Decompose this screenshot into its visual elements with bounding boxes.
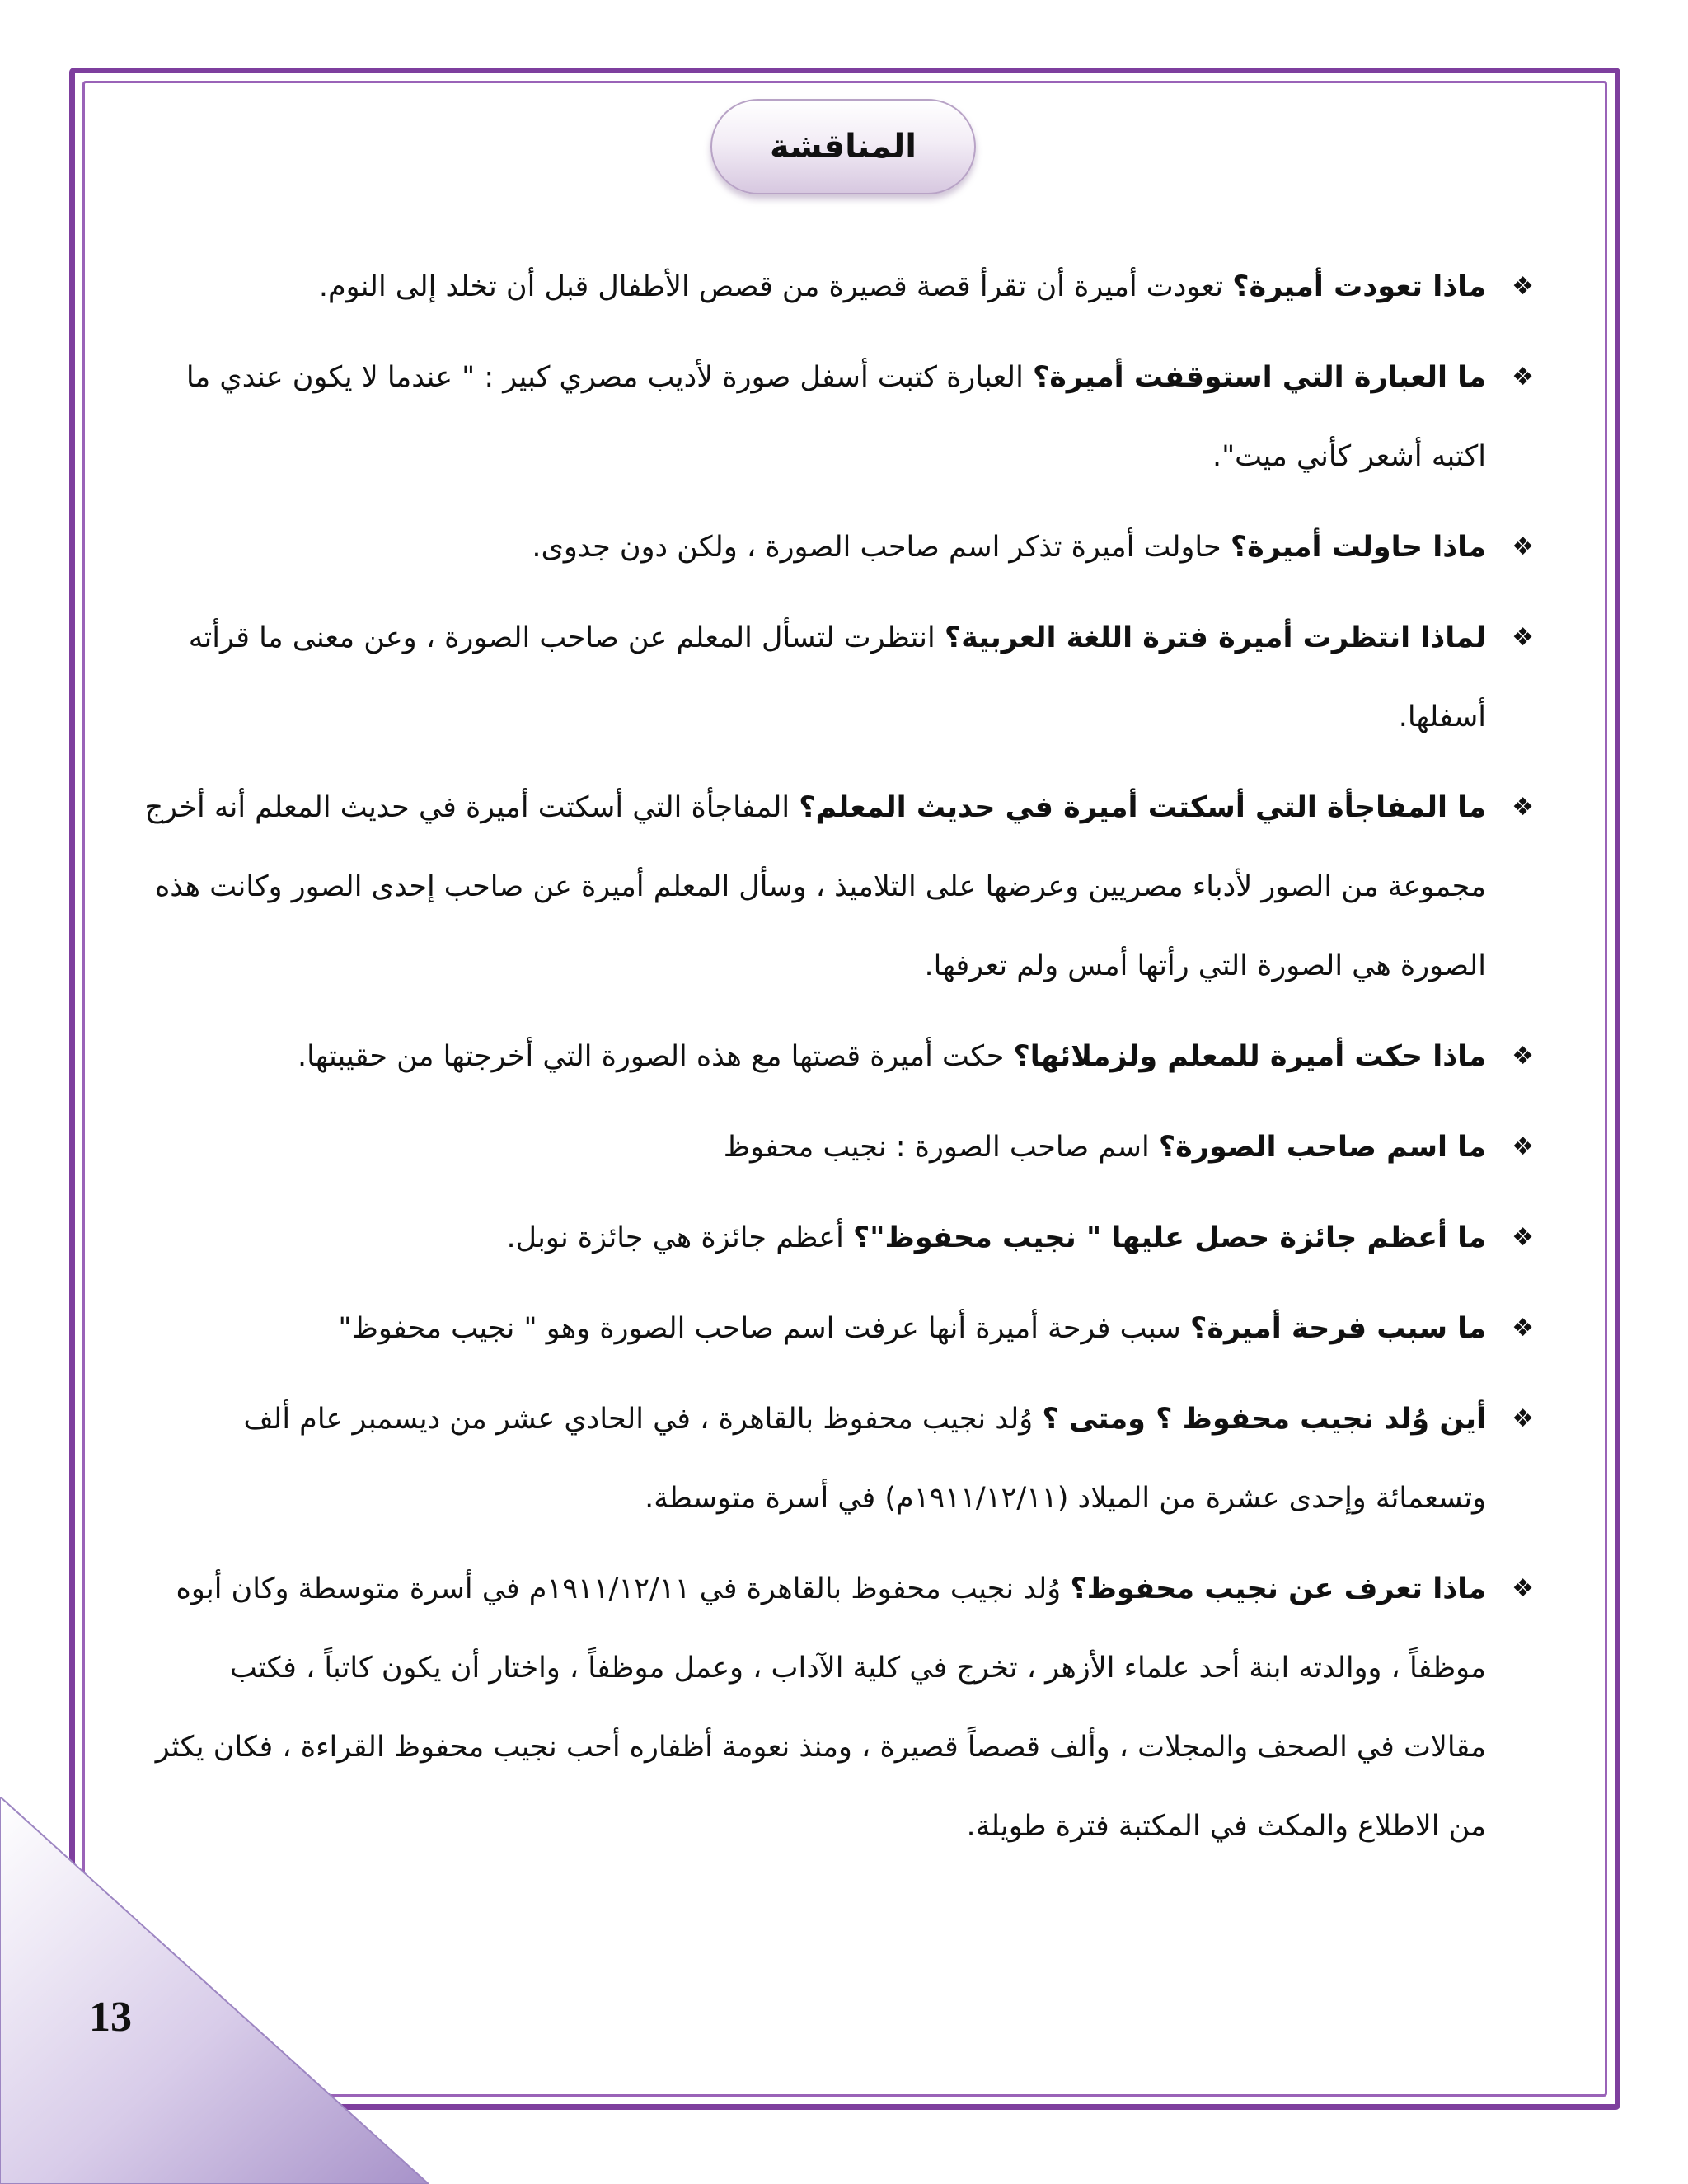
question-text: ما اسم صاحب الصورة؟ xyxy=(1158,1131,1486,1164)
answer-text: حكت أميرة قصتها مع هذه الصورة التي أخرجتها من حقيبتها. xyxy=(298,1040,1005,1073)
four-diamond-bullet-icon: ❖ xyxy=(1512,1404,1534,1433)
list-item xyxy=(144,1289,1537,1368)
question-text: ماذا حكت أميرة للمعلم ولزملائها؟ xyxy=(1013,1040,1486,1073)
page-title: المناقشة xyxy=(769,128,917,166)
four-diamond-bullet-icon: ❖ xyxy=(1512,623,1534,652)
four-diamond-bullet-icon: ❖ xyxy=(1512,532,1534,561)
four-diamond-bullet-icon: ❖ xyxy=(1512,272,1534,301)
question-text: ما العبارة التي استوقفت أميرة؟ xyxy=(1032,361,1486,394)
answer-text: وُلد نجيب محفوظ بالقاهرة ، في الحادي عشر من ديسمبر عام ألف وتسعمائة وإحدى عشرة من الميلاد (١٩١١/١٢/١١م) في أسرة متوسطة. xyxy=(243,1403,1486,1515)
answer-text: انتظرت لتسأل المعلم عن صاحب الصورة ، وعن معنى ما قرأته أسفلها. xyxy=(188,621,1486,733)
question-text: ما سبب فرحة أميرة؟ xyxy=(1190,1312,1486,1345)
list-item xyxy=(144,1198,1537,1277)
question-text: لماذا انتظرت أميرة فترة اللغة العربية؟ xyxy=(944,621,1486,654)
four-diamond-bullet-icon: ❖ xyxy=(1512,1042,1534,1071)
four-diamond-bullet-icon: ❖ xyxy=(1512,793,1534,822)
corner-triangle-decoration xyxy=(0,1797,429,2184)
question-text: أين وُلد نجيب محفوظ ؟ ومتى ؟ xyxy=(1042,1403,1486,1436)
list-item xyxy=(144,1108,1537,1187)
answer-text: اسم صاحب الصورة : نجيب محفوظ xyxy=(723,1131,1150,1164)
page-number: 13 xyxy=(89,1994,132,2041)
four-diamond-bullet-icon: ❖ xyxy=(1512,363,1534,391)
answer-text: سبب فرحة أميرة أنها عرفت اسم صاحب الصورة وهو " نجيب محفوظ" xyxy=(338,1312,1181,1345)
list-item xyxy=(144,338,1537,496)
four-diamond-bullet-icon: ❖ xyxy=(1512,1314,1534,1343)
list-item xyxy=(144,247,1537,326)
answer-text: العبارة كتبت أسفل صورة لأديب مصري كبير : " عندما لا يكون عندي ما اكتبه أشعر كأني ميت". xyxy=(185,361,1486,473)
question-text: ماذا تعودت أميرة؟ xyxy=(1232,270,1486,303)
answer-text: تعودت أميرة أن تقرأ قصة قصيرة من قصص الأطفال قبل أن تخلد إلى النوم. xyxy=(318,270,1224,303)
four-diamond-bullet-icon: ❖ xyxy=(1512,1223,1534,1252)
discussion-list xyxy=(144,247,1537,1877)
title-banner xyxy=(710,99,976,194)
list-item xyxy=(144,1380,1537,1538)
question-text: ما المفاجأة التي أسكتت أميرة في حديث المعلم؟ xyxy=(799,791,1486,824)
question-text: ماذا حاولت أميرة؟ xyxy=(1230,531,1486,564)
answer-text: أعظم جائزة هي جائزة نوبل. xyxy=(506,1221,844,1254)
list-item xyxy=(144,508,1537,587)
four-diamond-bullet-icon: ❖ xyxy=(1512,1132,1534,1161)
answer-text: حاولت أميرة تذكر اسم صاحب الصورة ، ولكن دون جدوى. xyxy=(532,531,1221,564)
list-item xyxy=(144,768,1537,1005)
four-diamond-bullet-icon: ❖ xyxy=(1512,1574,1534,1603)
list-item xyxy=(144,1017,1537,1096)
list-item xyxy=(144,598,1537,757)
question-text: ما أعظم جائزة حصل عليها " نجيب محفوظ"؟ xyxy=(852,1221,1486,1254)
question-text: ماذا تعرف عن نجيب محفوظ؟ xyxy=(1070,1572,1486,1605)
answer-text: المفاجأة التي أسكتت أميرة في حديث المعلم أنه أخرج مجموعة من الصور لأدباء مصريين وعرضها على التلاميذ ، وسأل المعلم أميرة عن صاحب إحدى الصور وكانت هذه الصورة هي الصورة التي رأتها أمس ولم تعرفها. xyxy=(144,791,1486,982)
answer-text: وُلد نجيب محفوظ بالقاهرة في ١٩١١/١٢/١١م في أسرة متوسطة وكان أبوه موظفاً ، ووالدته ابنة أحد علماء الأزهر ، تخرج في كلية الآداب ، وعمل موظفاً ، واختار أن يكون كاتباً ، فكتب مقالات في الصحف والمجلات ، وألف قصصاً قصيرة ، ومنذ نعومة أظفاره أحب نجيب محفوظ القراءة ، فكان يكثر من الاطلاع والمكث في المكتبة فترة طويلة. xyxy=(155,1572,1486,1843)
